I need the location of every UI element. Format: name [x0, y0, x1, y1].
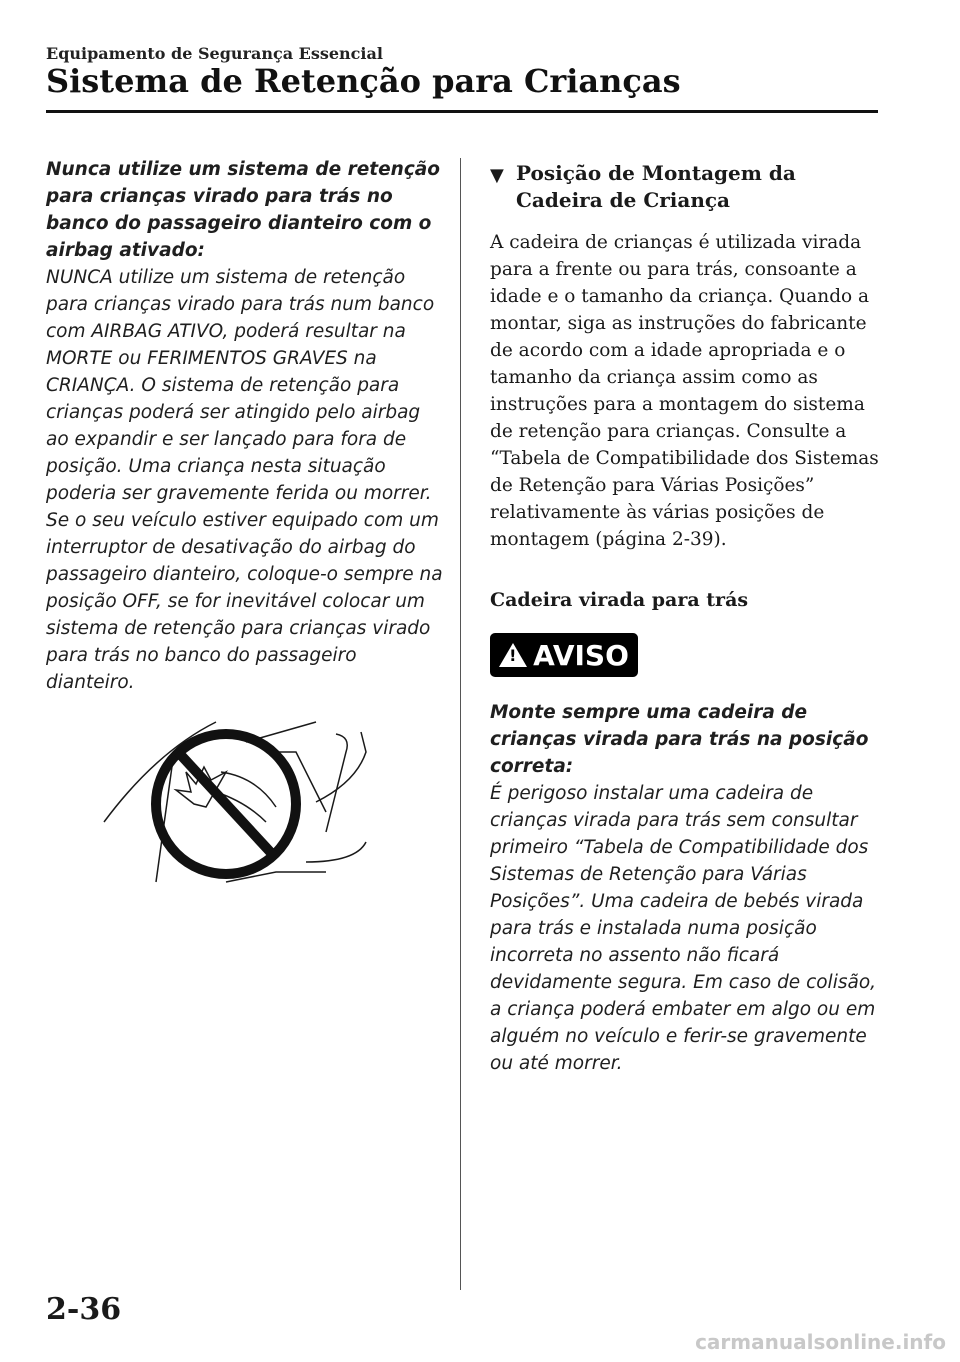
column-divider: [460, 158, 461, 1290]
left-warning-body: NUNCA utilize um sistema de retenção para crianças virado para trás num banco com AIRBAG ATIVO, poderá resultar na MORTE ou FERIMENTOS GRAVES na CRIANÇA. O sistema de retenção para crianças poderá ser atingido pelo airbag ao expandir e ser lançado para fora de posição. Uma criança nesta situação poderia ser gravemente ferida ou morrer. Se o seu veículo estiver equipado com um interruptor de desativação do airbag do passageiro dianteiro, coloque-o sempre na posição OFF, se for inevitável colocar um sistema de retenção para crianças virado para trás no banco do passageiro dianteiro.: [46, 267, 443, 693]
rear-facing-heading: Cadeira virada para trás: [490, 589, 749, 611]
title-divider: [46, 110, 878, 113]
mounting-position-heading-text: Posição de Montagem da Cadeira de Criança: [516, 161, 796, 212]
left-warning: [46, 156, 446, 696]
mounting-position-heading: [490, 160, 885, 214]
right-warning-heading: Monte sempre uma cadeira de crianças virada para trás na posição correta:: [490, 702, 869, 777]
warning-triangle-icon: [499, 643, 527, 667]
page-number: 2-36: [46, 1292, 122, 1327]
section-label: Equipamento de Segurança Essencial: [46, 44, 383, 63]
right-column: [490, 160, 885, 1077]
down-triangle-icon: ▼: [490, 165, 504, 186]
page-title: Sistema de Retenção para Crianças: [46, 62, 681, 100]
watermark: carmanualsonline.info: [695, 1330, 946, 1354]
mounting-position-paragraph: A cadeira de crianças é utilizada virada para a frente ou para trás, consoante a idade e o tamanho da criança. Quando a montar, siga as instruções do fabricante de acordo com a idade apropriada e o tamanho da criança assim como as instruções para a montagem do sistema de retenção para crianças. Consulte a “Tabela de Compatibilidade dos Sistemas de Retenção para Várias Posições” relativamente às várias posições de montagem (página 2-39).: [490, 232, 879, 550]
right-warning-body: É perigoso instalar uma cadeira de crianças virada para trás sem consultar primeiro “Tabela de Compatibilidade dos Sistemas de Retenção para Várias Posições”. Uma cadeira de bebés virada para trás e instalada numa posição incorreta no assento não ficará devidamente segura. Em caso de colisão, a criança poderá embater em algo ou em alguém no veículo e ferir-se gravemente ou até morrer.: [490, 783, 877, 1074]
aviso-badge: [490, 633, 638, 677]
right-warning: [490, 699, 885, 1077]
airbag-warning-illustration: [96, 712, 376, 892]
aviso-label: AVISO: [533, 638, 629, 672]
left-warning-heading: Nunca utilize um sistema de retenção para crianças virado para trás no banco do passageiro dianteiro com o airbag ativado:: [46, 159, 440, 261]
